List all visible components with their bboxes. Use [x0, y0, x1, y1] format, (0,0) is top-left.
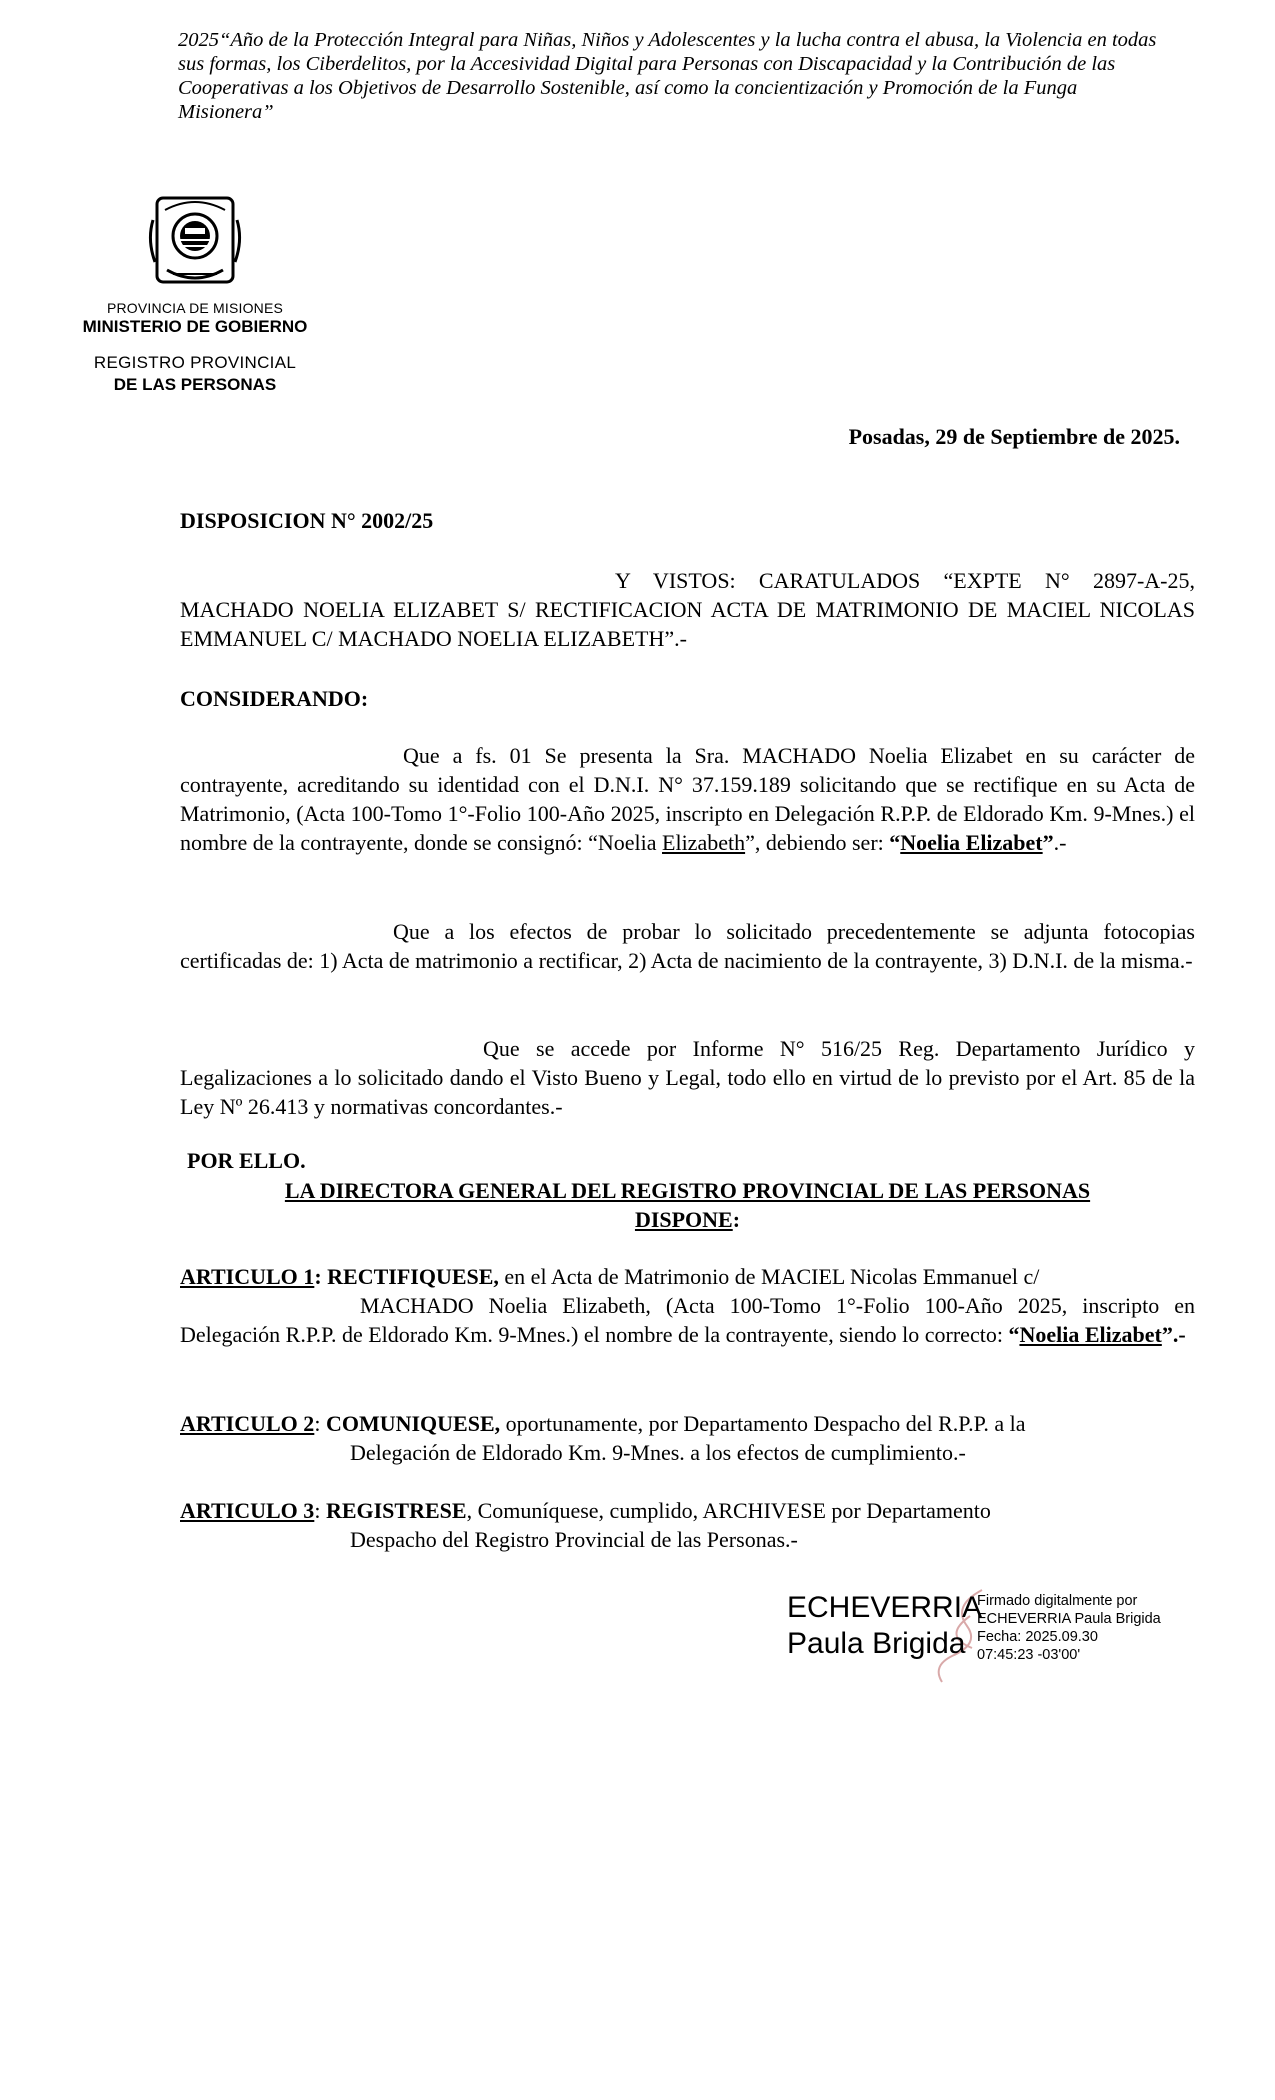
ministry-name: MINISTERIO DE GOBIERNO	[82, 317, 308, 336]
article-1-line-2	[180, 1291, 1195, 1349]
paragraph-2-text: Que a los efectos de probar lo solicitado precedentemente se adjunta fotocopias certificadas de: 1) Acta de matrimonio a rectificar, 2) Acta de nacimiento de la contrayente, 3) D.N.I. de la misma.-	[180, 919, 1195, 973]
article-3-text-1: , Comuníquese, cumplido, ARCHIVESE por Departamento	[466, 1498, 991, 1523]
considerando-paragraph-2	[180, 917, 1195, 975]
article-3-sep: :	[314, 1498, 326, 1523]
considerando-paragraph-1	[180, 741, 1195, 857]
article-3	[180, 1496, 1195, 1554]
article-1-correct-open: “	[1008, 1322, 1020, 1347]
digital-signature	[787, 1590, 1187, 1682]
article-1-sep: :	[314, 1264, 328, 1289]
paragraph-1-mid: ”, debiendo ser:	[745, 830, 890, 855]
province-name: PROVINCIA DE MISIONES	[106, 300, 284, 316]
director-dispone-heading	[180, 1176, 1195, 1234]
article-2-sep: :	[314, 1411, 326, 1436]
article-1-text-2: MACHADO Noelia Elizabeth, (Acta 100-Tomo 1°-Folio 100-Año 2025, inscripto en Delegación R.P.P. de Eldorado Km. 9-Mnes.) el nombre de la contrayente, siendo lo correcto:	[180, 1293, 1195, 1347]
signer-surname: ECHEVERRIA	[787, 1591, 983, 1624]
provincial-coat-of-arms-icon	[147, 190, 243, 294]
por-ello: POR ELLO.	[187, 1148, 306, 1173]
article-3-label: ARTICULO 3	[180, 1498, 315, 1523]
article-1-correct-name: Noelia Elizabet	[1019, 1322, 1162, 1347]
disposition-number: DISPOSICION N° 2002/25	[180, 508, 434, 533]
article-1	[180, 1262, 1195, 1349]
registry-name-line1: REGISTRO PROVINCIAL	[93, 353, 297, 372]
signature-meta-line-2: ECHEVERRIA Paula Brigida	[977, 1611, 1161, 1627]
article-3-line-1	[180, 1496, 1195, 1525]
signature-meta-line-4: 07:45:23 -03'00'	[977, 1647, 1081, 1663]
article-1-verb: RECTIFIQUESE,	[327, 1264, 499, 1289]
correct-name-open: “	[889, 830, 901, 855]
place-and-date: Posadas, 29 de Septiembre de 2025.	[848, 424, 1180, 449]
wrong-name: Elizabeth	[662, 830, 746, 855]
article-2-verb: COMUNIQUESE,	[325, 1411, 501, 1436]
registry-name-line2: DE LAS PERSONAS	[113, 375, 277, 394]
letterhead	[60, 190, 330, 395]
article-1-line-1	[180, 1262, 1195, 1291]
paragraph-3-text: Que se accede por Informe N° 516/25 Reg. Departamento Jurídico y Legalizaciones a lo solicitado dando el Visto Bueno y Legal, todo ello en virtud de lo previsto por el Art. 85 de la Ley Nº 26.413 y normativas concordantes.-	[180, 1036, 1195, 1119]
article-2-line-1	[180, 1409, 1195, 1438]
considerando-paragraph-3	[180, 1034, 1195, 1121]
article-2-line-2: Delegación de Eldorado Km. 9-Mnes. a los efectos de cumplimiento.-	[350, 1440, 966, 1465]
paragraph-1-end: .-	[1053, 830, 1067, 855]
signer-given-names: Paula Brigida	[787, 1627, 966, 1660]
commemorative-year-header: 2025“Año de la Protección Integral para Niñas, Niños y Adolescentes y la lucha contra el abusa, la Violencia en todas sus formas, los Ciberdelitos, por la Accesividad Digital para Personas con Discapacidad y la Contribución de las Cooperativas a los Objetivos de Desarrollo Sostenible, así como la concientización y Promoción de la Funga Misionera”	[178, 29, 1157, 123]
signature-metadata	[977, 1592, 1161, 1664]
dispone-word: DISPONE	[634, 1207, 733, 1232]
article-1-label: ARTICULO 1	[180, 1264, 315, 1289]
article-3-line-2: Despacho del Registro Provincial de las Personas.-	[350, 1527, 798, 1552]
article-1-correct-close: ”.-	[1161, 1322, 1186, 1347]
vistos-paragraph	[180, 566, 1195, 653]
article-2-label: ARTICULO 2	[180, 1411, 315, 1436]
correct-name: Noelia Elizabet	[900, 830, 1043, 855]
director-line-1: LA DIRECTORA GENERAL DEL REGISTRO PROVINCIAL DE LAS PERSONAS	[284, 1178, 1091, 1203]
signature-meta-line-1: Firmado digitalmente por	[977, 1593, 1138, 1609]
article-2	[180, 1409, 1195, 1467]
signature-meta-line-3: Fecha: 2025.09.30	[977, 1629, 1098, 1645]
dispone-colon: :	[732, 1207, 741, 1232]
vistos-text: Y VISTOS: CARATULADOS “EXPTE N° 2897-A-25, MACHADO NOELIA ELIZABET S/ RECTIFICACION ACTA DE MATRIMONIO DE MACIEL NICOLAS EMMANUEL C/ MACHADO NOELIA ELIZABETH”.-	[180, 568, 1195, 651]
paragraph-1-text: Que a fs. 01 Se presenta la Sra. MACHADO Noelia Elizabet en su carácter de contrayente, acreditando su identidad con el D.N.I. N° 37.159.189 solicitando que se rectifique en su Acta de Matrimonio, (Acta 100-Tomo 1°-Folio 100-Año 2025, inscripto en Delegación R.P.P. de Eldorado Km. 9-Mnes.) el nombre de la contrayente, donde se consignó: “Noelia	[180, 743, 1195, 855]
considerando-heading: CONSIDERANDO:	[180, 686, 369, 711]
correct-name-close: ”	[1042, 830, 1054, 855]
article-2-text-1: oportunamente, por Departamento Despacho del R.P.P. a la	[500, 1411, 1026, 1436]
article-1-text-1: en el Acta de Matrimonio de MACIEL Nicolas Emmanuel c/	[498, 1264, 1040, 1289]
signer-name	[787, 1590, 982, 1662]
article-3-verb: REGISTRESE	[325, 1498, 467, 1523]
